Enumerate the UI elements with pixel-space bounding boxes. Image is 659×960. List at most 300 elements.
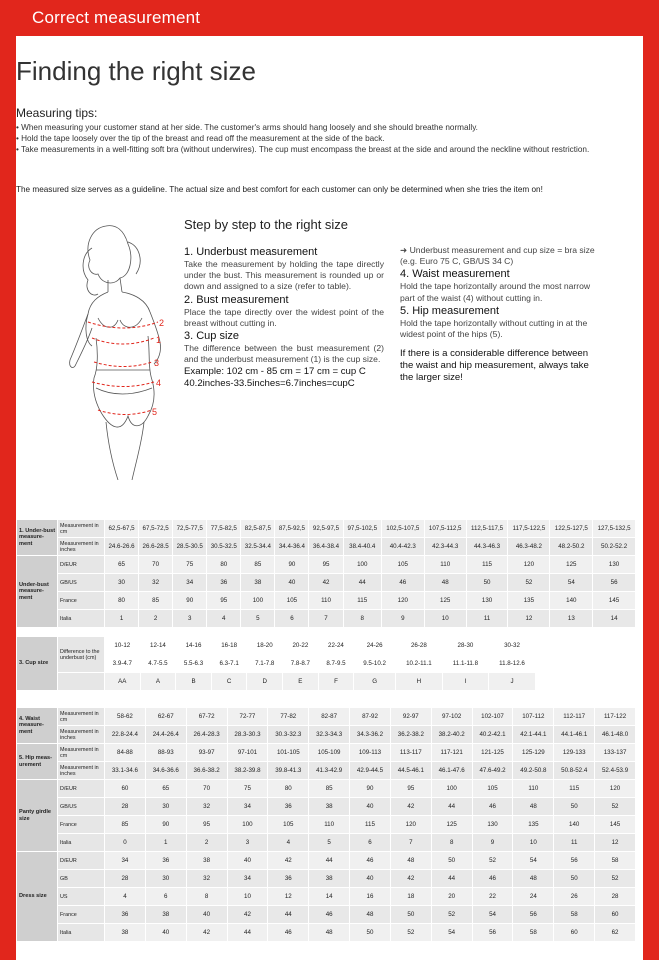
table-cell: 65: [105, 556, 139, 574]
table-cell: 145: [595, 816, 636, 834]
steps-title: Step by step to the right size: [184, 217, 349, 232]
table-cell: 3.9-4.7: [105, 655, 141, 673]
step-heading: 3. Cup size: [184, 330, 240, 343]
table-cell: 100: [241, 592, 275, 610]
row-label: Italia: [58, 834, 105, 852]
table-cell: 16: [350, 888, 391, 906]
cup-size-table: [16, 636, 536, 691]
table-cell: 109-113: [350, 744, 391, 762]
table-cell: 120: [390, 816, 431, 834]
table-cell: 3: [227, 834, 268, 852]
row-label: US: [58, 888, 105, 906]
table-cell: 42: [309, 574, 343, 592]
table-cell: 47.6-49.2: [472, 762, 513, 780]
table-cell: 42.3-44.3: [424, 538, 466, 556]
table-cell: 56: [593, 574, 636, 592]
table-cell: 30.5-32.5: [207, 538, 241, 556]
table-cell: 62: [595, 924, 636, 942]
table-cell: 105: [275, 592, 309, 610]
table-cell: 48.2-50.2: [550, 538, 593, 556]
table-cell: 49.2-50.8: [513, 762, 554, 780]
table-cell: H: [395, 673, 442, 691]
table-cell: 40: [350, 870, 391, 888]
table-cell: 65: [145, 780, 186, 798]
table-cell: 140: [554, 816, 595, 834]
table-cell: 34.3-36.2: [350, 726, 391, 744]
table-cell: 105: [268, 816, 309, 834]
tips-title: Measuring tips:: [16, 106, 98, 120]
table-cell: 40: [350, 798, 391, 816]
table-cell: 40: [275, 574, 309, 592]
table-row: [17, 888, 636, 906]
table-row: [17, 906, 636, 924]
table-cell: 4: [207, 610, 241, 628]
table-cell: 7.8-8.7: [283, 655, 319, 673]
table-cell: 8: [431, 834, 472, 852]
table-cell: 48: [513, 798, 554, 816]
table-cell: 56: [554, 852, 595, 870]
table-cell: 117-122: [595, 708, 636, 726]
header-title: Correct measurement: [32, 8, 201, 27]
table-cell: 3: [173, 610, 207, 628]
table-cell: 10: [227, 888, 268, 906]
table-cell: 72-77: [227, 708, 268, 726]
table-cell: 40: [186, 906, 227, 924]
tip-item: • Take measurements in a well-fitting soft bra (without underwires). The cup must encompass the breast at the side and around the neckline without restriction.: [16, 145, 590, 154]
table-cell: 36: [207, 574, 241, 592]
table-row: [17, 592, 636, 610]
table-cell: 36.4-38.4: [309, 538, 343, 556]
table-row: [17, 520, 636, 538]
table-cell: 1: [145, 834, 186, 852]
table-cell: 36: [268, 798, 309, 816]
table-cell: 30: [105, 574, 139, 592]
tips-list: [16, 122, 606, 155]
table-cell: 92-97: [390, 708, 431, 726]
table-cell: 102-107: [472, 708, 513, 726]
bra-size-note: ➜ Underbust measurement and cup size = bra size (e.g. Euro 75 C, GB/US 34 C): [400, 245, 595, 267]
table-cell: 120: [381, 592, 424, 610]
table-cell: 38.2-40.2: [431, 726, 472, 744]
table-row: [17, 673, 536, 691]
table-cell: 117-121: [431, 744, 472, 762]
table-cell: 58: [554, 906, 595, 924]
table-cell: 107,5-112,5: [424, 520, 466, 538]
table-cell: 40: [227, 852, 268, 870]
table-cell: 34: [227, 798, 268, 816]
steps-column-right: [400, 245, 600, 384]
table-cell: 5: [309, 834, 350, 852]
table-cell: 14: [309, 888, 350, 906]
row-label: Italia: [58, 610, 105, 628]
table-cell: 44: [268, 906, 309, 924]
table-cell: 44: [227, 924, 268, 942]
table-cell: 6: [145, 888, 186, 906]
table-cell: 52.4-53.9: [595, 762, 636, 780]
table-row: [17, 798, 636, 816]
table-cell: 30.3-32.3: [268, 726, 309, 744]
table-cell: 26.6-28.5: [139, 538, 173, 556]
table-cell: G: [354, 673, 396, 691]
underbust-size-table: [16, 519, 636, 628]
table-cell: 90: [350, 780, 391, 798]
row-label: Measurement in cm: [58, 708, 105, 726]
table-cell: 33.1-34.6: [105, 762, 146, 780]
figure-label: 4: [156, 378, 162, 388]
table-cell: 82,5-87,5: [241, 520, 275, 538]
table-cell: 38.2-39.8: [227, 762, 268, 780]
row-label: Difference to the underbust (cm): [58, 637, 105, 673]
table-cell: 7: [390, 834, 431, 852]
table-cell: 9: [381, 610, 424, 628]
table-row: [17, 726, 636, 744]
table-row: [17, 538, 636, 556]
table-cell: 5: [241, 610, 275, 628]
table-cell: 44: [309, 852, 350, 870]
table-cell: 48: [424, 574, 466, 592]
table-cell: 34: [173, 574, 207, 592]
guideline-note: The measured size serves as a guideline. The actual size and best comfort for each customer can only be determined when she tries the item on!: [16, 185, 543, 194]
table-cell: 48: [390, 852, 431, 870]
table-cell: 85: [241, 556, 275, 574]
table-cell: 28.3-30.3: [227, 726, 268, 744]
table-cell: 92,5-97,5: [309, 520, 343, 538]
table-cell: 60: [595, 906, 636, 924]
table-cell: 95: [207, 592, 241, 610]
table-cell: 44: [343, 574, 381, 592]
steps-column-left: [184, 245, 384, 390]
table-cell: E: [283, 673, 319, 691]
table-cell: 40.2-42.1: [472, 726, 513, 744]
table-cell: 46: [381, 574, 424, 592]
table-cell: 48: [350, 906, 391, 924]
table-cell: 133-137: [595, 744, 636, 762]
row-label: GB: [58, 870, 105, 888]
table-cell: 13: [550, 610, 593, 628]
table-cell: 42: [268, 852, 309, 870]
table-cell: 32.3-34.3: [309, 726, 350, 744]
category-label: 5. Hip meas-urement: [17, 744, 58, 780]
table-cell: 115: [350, 816, 391, 834]
table-cell: 10.2-11.1: [395, 655, 442, 673]
table-cell: 12: [268, 888, 309, 906]
table-cell: 42: [186, 924, 227, 942]
table-cell: 24.4-26.4: [145, 726, 186, 744]
table-cell: 10: [424, 610, 466, 628]
category-label: 3. Cup size: [17, 637, 58, 691]
table-cell: 38: [309, 870, 350, 888]
table-cell: 97-102: [431, 708, 472, 726]
table-cell: 95: [186, 816, 227, 834]
row-label: Italia: [58, 924, 105, 942]
table-cell: 62-67: [145, 708, 186, 726]
waist-hip-size-table: [16, 707, 636, 942]
table-cell: 115: [466, 556, 508, 574]
table-cell: 38: [241, 574, 275, 592]
table-cell: 54: [550, 574, 593, 592]
category-label: Panty girdle size: [17, 780, 58, 852]
table-cell: 105-109: [309, 744, 350, 762]
table-cell: 60: [105, 780, 146, 798]
figure-label: 2: [159, 318, 165, 328]
step-heading: 2. Bust measurement: [184, 293, 289, 306]
table-cell: 115: [343, 592, 381, 610]
table-cell: 50: [431, 852, 472, 870]
table-cell: 6: [275, 610, 309, 628]
category-label: Under-bust measure-ment: [17, 556, 58, 628]
table-cell: 32: [186, 798, 227, 816]
table-cell: 40.4-42.3: [381, 538, 424, 556]
table-cell: 48: [513, 870, 554, 888]
table-row: [17, 637, 536, 655]
page-title: Finding the right size: [16, 56, 256, 86]
table-cell: 46: [472, 798, 513, 816]
table-cell: 70: [186, 780, 227, 798]
table-cell: 2: [186, 834, 227, 852]
table-cell: 52: [390, 924, 431, 942]
step-text: Hold the tape horizontally around the most narrow part of the waist (4) without cutting in.: [400, 281, 591, 303]
woman-figure-illustration: [62, 218, 180, 480]
table-cell: 85: [139, 592, 173, 610]
table-cell: 140: [550, 592, 593, 610]
table-cell: 90: [145, 816, 186, 834]
table-cell: 8: [343, 610, 381, 628]
table-cell: 105: [472, 780, 513, 798]
table-cell: 125-129: [513, 744, 554, 762]
table-cell: 26: [554, 888, 595, 906]
table-cell: 28: [105, 798, 146, 816]
table-cell: 4.7-5.5: [140, 655, 176, 673]
table-cell: 24-26: [354, 637, 396, 655]
figure-label: 1: [156, 335, 162, 345]
tip-item: • Hold the tape loosely over the tip of the breast and read off the measurement at the side of the back.: [16, 134, 385, 143]
table-cell: 80: [105, 592, 139, 610]
table-cell: 110: [309, 816, 350, 834]
table-cell: I: [442, 673, 488, 691]
table-cell: 90: [275, 556, 309, 574]
table-cell: 100: [227, 816, 268, 834]
table-cell: 42: [227, 906, 268, 924]
table-cell: 100: [343, 556, 381, 574]
table-cell: C: [211, 673, 247, 691]
step-text: The difference between the bust measurement (2) and the underbust measurement (1) is the cup size.: [184, 343, 384, 365]
table-cell: 46: [309, 906, 350, 924]
table-row: [17, 708, 636, 726]
row-label: Measurement in cm: [58, 744, 105, 762]
table-cell: 5.5-6.3: [176, 655, 212, 673]
table-cell: 58-62: [105, 708, 146, 726]
row-label: D/EUR: [58, 780, 105, 798]
table-cell: 20-22: [283, 637, 319, 655]
table-cell: 7.1-7.8: [247, 655, 283, 673]
table-cell: 58: [595, 852, 636, 870]
table-row: [17, 834, 636, 852]
row-label: [58, 673, 105, 691]
row-label: France: [58, 906, 105, 924]
table-row: [17, 852, 636, 870]
table-cell: 46.1-48.0: [595, 726, 636, 744]
table-cell: 135: [513, 816, 554, 834]
table-cell: 38: [186, 852, 227, 870]
row-label: Measurement in inches: [58, 538, 105, 556]
table-cell: 125: [431, 816, 472, 834]
table-cell: 52: [472, 852, 513, 870]
table-cell: 105: [381, 556, 424, 574]
table-cell: 42.9-44.5: [350, 762, 391, 780]
table-cell: 125: [424, 592, 466, 610]
table-cell: 135: [508, 592, 550, 610]
table-cell: 82-87: [309, 708, 350, 726]
table-cell: 72,5-77,5: [173, 520, 207, 538]
larger-size-note: If there is a considerable difference between the waist and hip measurement, always take the larger size!: [400, 348, 589, 384]
table-cell: 100: [431, 780, 472, 798]
table-cell: 34: [105, 852, 146, 870]
table-cell: 130: [593, 556, 636, 574]
table-cell: 38: [105, 924, 146, 942]
table-cell: 42.1-44.1: [513, 726, 554, 744]
table-cell: 113-117: [390, 744, 431, 762]
table-cell: 36: [145, 852, 186, 870]
table-cell: 9: [472, 834, 513, 852]
table-cell: 8: [186, 888, 227, 906]
row-label: Measurement in inches: [58, 762, 105, 780]
table-cell: 52: [595, 870, 636, 888]
table-cell: 56: [513, 906, 554, 924]
table-cell: 129-133: [554, 744, 595, 762]
table-cell: 102,5-107,5: [381, 520, 424, 538]
category-label: 4. Waist measure-ment: [17, 708, 58, 744]
table-cell: 90: [173, 592, 207, 610]
table-cell: 50: [350, 924, 391, 942]
table-cell: 16-18: [211, 637, 247, 655]
table-cell: 28: [105, 870, 146, 888]
table-cell: 28-30: [442, 637, 488, 655]
table-cell: 112,5-117,5: [466, 520, 508, 538]
table-cell: 11.1-11.8: [442, 655, 488, 673]
table-cell: 0: [105, 834, 146, 852]
table-cell: 30-32: [488, 637, 535, 655]
table-cell: 2: [139, 610, 173, 628]
table-cell: 36: [105, 906, 146, 924]
category-label: Dress size: [17, 852, 58, 942]
row-label: France: [58, 592, 105, 610]
tip-item: • When measuring your customer stand at her side. The customer's arms should hang loosely and she should breathe normally.: [16, 123, 478, 132]
table-cell: 7: [309, 610, 343, 628]
table-cell: 22-24: [318, 637, 354, 655]
table-cell: 39.8-41.3: [268, 762, 309, 780]
table-cell: 130: [466, 592, 508, 610]
table-cell: 22.8-24.4: [105, 726, 146, 744]
table-cell: 145: [593, 592, 636, 610]
table-cell: 32: [139, 574, 173, 592]
table-cell: 6.3-7.1: [211, 655, 247, 673]
table-cell: 38: [309, 798, 350, 816]
table-cell: 120: [508, 556, 550, 574]
table-row: [17, 816, 636, 834]
table-cell: 36.2-38.2: [390, 726, 431, 744]
table-cell: 32: [186, 870, 227, 888]
table-cell: 46: [472, 870, 513, 888]
table-cell: B: [176, 673, 212, 691]
table-row: [17, 556, 636, 574]
table-cell: 50: [554, 798, 595, 816]
table-cell: 101-105: [268, 744, 309, 762]
step-heading: 4. Waist measurement: [400, 268, 510, 281]
table-cell: 84-88: [105, 744, 146, 762]
table-cell: 52: [595, 798, 636, 816]
table-cell: 44: [431, 870, 472, 888]
table-cell: 34: [227, 870, 268, 888]
table-cell: 44.5-46.1: [390, 762, 431, 780]
table-cell: 87,5-92,5: [275, 520, 309, 538]
table-cell: 95: [309, 556, 343, 574]
table-cell: 6: [350, 834, 391, 852]
table-cell: 117,5-122,5: [508, 520, 550, 538]
table-cell: J: [488, 673, 535, 691]
table-cell: 9.5-10.2: [354, 655, 396, 673]
table-cell: 36.6-38.2: [186, 762, 227, 780]
table-cell: A: [140, 673, 176, 691]
table-cell: 48: [309, 924, 350, 942]
table-cell: 10-12: [105, 637, 141, 655]
table-cell: 46.3-48.2: [508, 538, 550, 556]
table-cell: 32.5-34.4: [241, 538, 275, 556]
table-cell: 1: [105, 610, 139, 628]
table-cell: 93-97: [186, 744, 227, 762]
figure-label: 5: [152, 407, 158, 417]
table-cell: 38.4-40.4: [343, 538, 381, 556]
table-cell: 44: [431, 798, 472, 816]
table-cell: 130: [472, 816, 513, 834]
row-label: D/EUR: [58, 852, 105, 870]
table-cell: 50: [554, 870, 595, 888]
table-cell: 97-101: [227, 744, 268, 762]
table-cell: 20: [431, 888, 472, 906]
table-row: [17, 924, 636, 942]
table-cell: 80: [207, 556, 241, 574]
table-cell: 4: [105, 888, 146, 906]
table-cell: AA: [105, 673, 141, 691]
table-cell: 26.4-28.3: [186, 726, 227, 744]
table-cell: 18: [390, 888, 431, 906]
table-cell: 46.1-47.6: [431, 762, 472, 780]
table-cell: 44.3-46.3: [466, 538, 508, 556]
table-cell: 50: [390, 906, 431, 924]
table-cell: 110: [513, 780, 554, 798]
table-row: [17, 574, 636, 592]
table-cell: 24: [513, 888, 554, 906]
table-cell: 14-16: [176, 637, 212, 655]
table-cell: 12: [595, 834, 636, 852]
table-cell: 58: [513, 924, 554, 942]
step-text: Hold the tape horizontally without cutting in at the widest point of the hips (5).: [400, 317, 588, 340]
table-cell: 75: [227, 780, 268, 798]
table-cell: 56: [472, 924, 513, 942]
table-cell: 30: [145, 870, 186, 888]
table-cell: 67,5-72,5: [139, 520, 173, 538]
table-cell: 50.2-52.2: [593, 538, 636, 556]
table-cell: 77-82: [268, 708, 309, 726]
table-cell: 110: [424, 556, 466, 574]
table-cell: 11: [466, 610, 508, 628]
table-cell: 88-93: [145, 744, 186, 762]
table-cell: 22: [472, 888, 513, 906]
table-cell: 75: [173, 556, 207, 574]
row-label: Measurement in cm: [58, 520, 105, 538]
table-cell: 36: [268, 870, 309, 888]
table-cell: 77,5-82,5: [207, 520, 241, 538]
table-cell: 42: [390, 870, 431, 888]
